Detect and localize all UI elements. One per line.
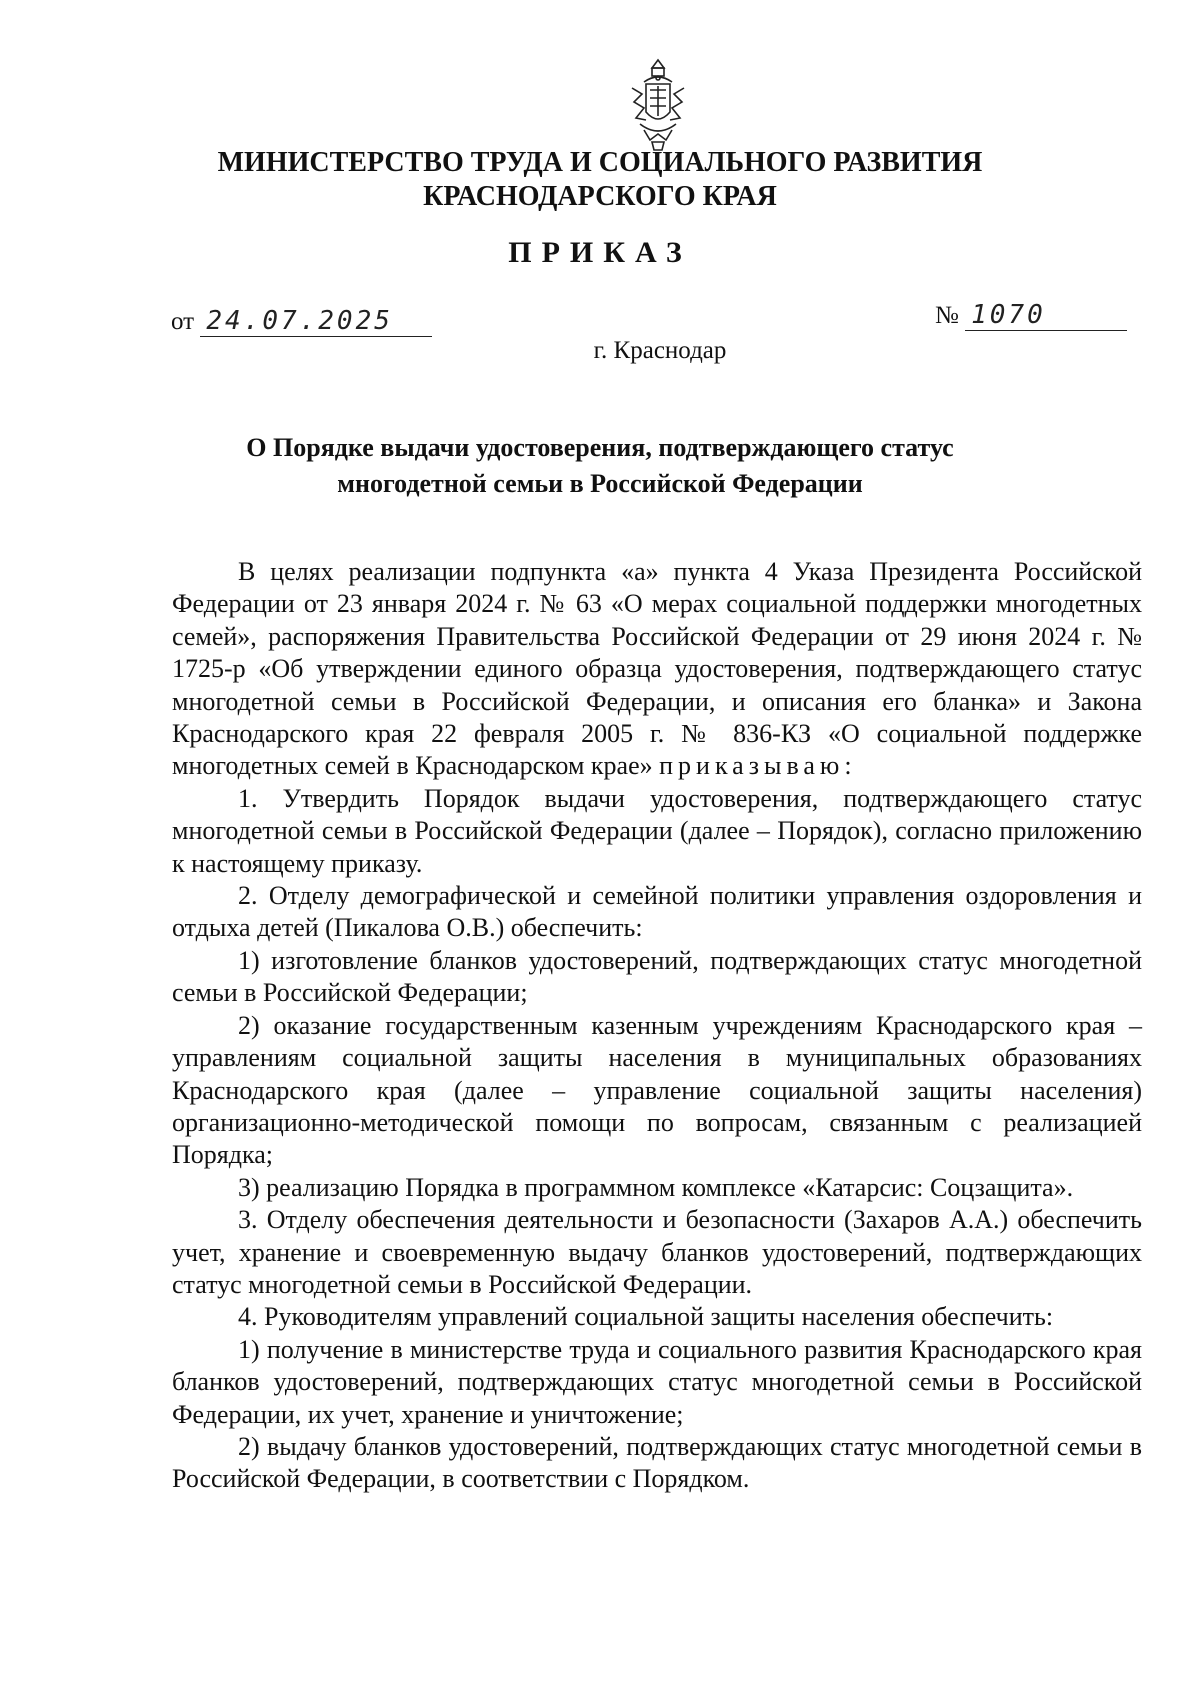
paragraph: 1) изготовление бланков удостоверений, подтверждающих статус многодетной семьи в Российской Федерации; [172,945,1142,1008]
date-value: 24.07.2025 [200,306,432,337]
coat-of-arms-icon [626,58,690,154]
order-date [171,306,432,337]
document-type: ПРИКАЗ [508,236,692,269]
number-value: 1070 [965,300,1127,331]
paragraph: 2) выдачу бланков удостоверений, подтверждающих статус многодетной семьи в Российской Федерации, в соответствии с Порядком. [172,1431,1142,1494]
city: г. Краснодар [593,337,727,364]
date-prefix: от [171,308,195,335]
paragraph: 2. Отделу демографической и семейной политики управления оздоровления и отдыха детей (Пикалова О.В.) обеспечить: [172,881,1142,943]
document-title [150,430,1050,502]
order-number [935,300,1127,331]
ministry-name-line1: МИНИСТЕРСТВО ТРУДА И СОЦИАЛЬНОГО РАЗВИТИЯ [217,147,983,178]
document-body [172,556,1142,1496]
preamble-text: В целях реализации подпункта «а» пункта 4 Указа Президента Российской Федерации от 23 января 2024 г. № 63 «О мерах социальной поддержки многодетных семей», распоряжения Правительства Российской Федерации от 29 июня 2024 г. № 1725-р «Об утверждении единого образца удостоверения, подтверждающего статус многодетной семьи в Российской Федерации, и описания его бланка» и Закона Краснодарского края 22 февраля 2005 г. № 836-КЗ «О социальной поддержке многодетных семей в Краснодарском крае» [172,557,1142,781]
paragraph: 3) реализацию Порядка в программном комплексе «Катарсис: Соцзащита». [238,1172,1074,1202]
ministry-name-line2: КРАСНОДАРСКОГО КРАЯ [423,181,777,212]
paragraph: 1. Утвердить Порядок выдачи удостоверения, подтверждающего статус многодетной семьи в Российской Федерации (далее – Порядок), согласно приложению к настоящему приказу. [172,783,1142,878]
paragraph: 2) оказание государственным казенным учреждениям Краснодарского края – управлениям социальной защиты населения в муниципальных образованиях Краснодарского края (далее – управление социальной защиты населения) организационно-методической помощи по вопросам, связанным с реализацией Порядка; [172,1010,1142,1170]
paragraph: 3. Отделу обеспечения деятельности и безопасности (Захаров А.А.) обеспечить учет, хранение и своевременную выдачу бланков удостоверений, подтверждающих статус многодетной семьи в Российской Федерации. [172,1205,1142,1299]
order-word: приказываю: [659,751,857,781]
title-line1: О Порядке выдачи удостоверения, подтверждающего статус [246,433,954,462]
number-prefix: № [935,302,959,329]
paragraph: 1) получение в министерстве труда и социального развития Краснодарского края бланков удостоверений, подтверждающих статус многодетной семьи в Российской Федерации, их учет, хранение и уничтожение; [172,1334,1142,1429]
title-line2: многодетной семьи в Российской Федерации [337,469,863,498]
preamble [172,556,1142,783]
paragraph: 4. Руководителям управлений социальной защиты населения обеспечить: [238,1302,1054,1332]
